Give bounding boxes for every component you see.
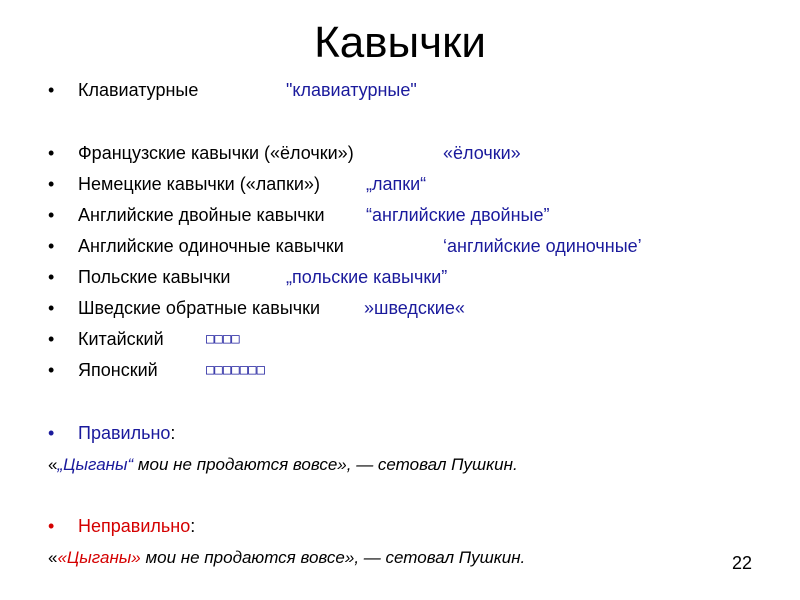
correct-label: Правильно xyxy=(78,423,171,443)
row-label: Китайский xyxy=(78,329,164,349)
row-label: Клавиатурные xyxy=(78,80,199,100)
wrong-label: Неправильно xyxy=(78,516,191,536)
correct-colon: : xyxy=(170,423,176,443)
bullet: • xyxy=(48,80,55,100)
row-sample: „польские кавычки” xyxy=(286,267,448,287)
bullet: • xyxy=(48,143,55,163)
row-sample: »шведские« xyxy=(364,298,465,318)
page-number: 22 xyxy=(731,553,752,573)
bullet: • xyxy=(48,298,55,318)
bullet: • xyxy=(48,205,55,225)
row-sample: «ёлочки» xyxy=(443,143,521,163)
bullet: • xyxy=(48,329,55,349)
open-quote: « xyxy=(48,548,58,567)
correct-example xyxy=(48,453,518,477)
row-sample: „лапки“ xyxy=(366,174,427,194)
row-label: Шведские обратные кавычки xyxy=(78,298,321,318)
inner-quote-word: «Цыганы» xyxy=(57,548,141,567)
bullet: • xyxy=(48,267,55,287)
row-label: Французские кавычки («ёлочки») xyxy=(78,143,354,163)
example-rest: мои не продаются вовсе», — сетовал Пушкин. xyxy=(140,548,526,567)
bullet: • xyxy=(48,236,55,256)
row-sample: “английские двойные” xyxy=(366,205,550,225)
row-sample: □□□□□□□ xyxy=(206,362,266,378)
bullet: • xyxy=(48,174,55,194)
row-label: Английские двойные кавычки xyxy=(78,205,325,225)
bullet: • xyxy=(48,516,55,536)
inner-quote-word: „Цыганы“ xyxy=(57,455,134,474)
row-label: Немецкие кавычки («лапки») xyxy=(78,174,320,194)
row-label: Польские кавычки xyxy=(78,267,231,287)
row-label: Японский xyxy=(78,360,158,380)
bullet: • xyxy=(48,360,55,380)
wrong-example xyxy=(48,546,525,570)
page-title: Кавычки xyxy=(314,18,486,67)
example-rest: мои не продаются вовсе», — сетовал Пушкин. xyxy=(133,455,518,474)
open-quote: « xyxy=(48,455,58,474)
row-sample: "клавиатурные" xyxy=(286,80,417,100)
row-sample: ‘английские одиночные’ xyxy=(443,236,642,256)
wrong-colon: : xyxy=(190,516,196,536)
bullet: • xyxy=(48,423,55,443)
row-label: Английские одиночные кавычки xyxy=(78,236,344,256)
row-sample: □□□□ xyxy=(206,331,240,347)
